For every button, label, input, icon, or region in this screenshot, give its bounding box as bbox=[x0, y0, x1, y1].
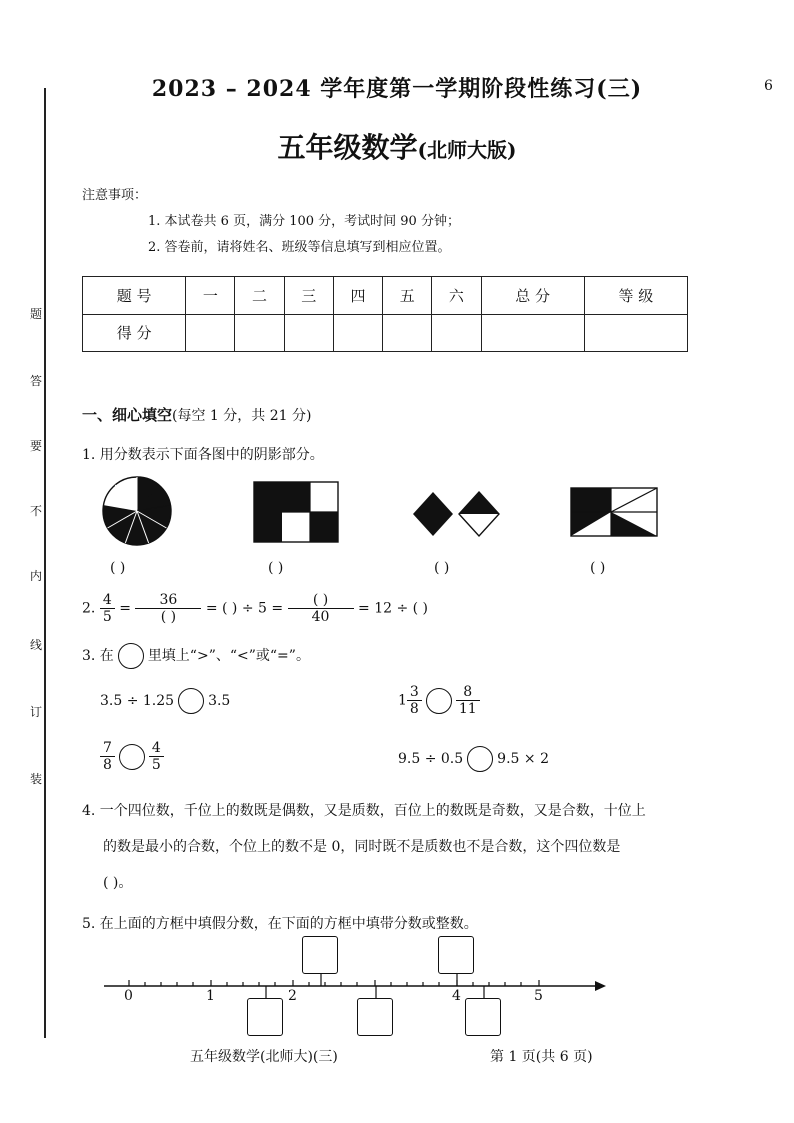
answer-box-top[interactable] bbox=[302, 936, 338, 974]
side-char: 线 bbox=[30, 638, 43, 652]
number-line-label: 0 bbox=[124, 988, 133, 1004]
figure-rectangle-grid bbox=[253, 481, 339, 543]
answer-blank[interactable]: ( )。 bbox=[103, 875, 133, 891]
compare-right: 3.5 bbox=[208, 693, 231, 709]
score-table bbox=[82, 276, 688, 352]
side-char: 内 bbox=[30, 569, 43, 583]
compare-left: 3.5 ÷ 1.25 bbox=[100, 693, 175, 709]
denominator: 8 bbox=[409, 701, 419, 717]
question-text: 的数是最小的合数，个位上的数不是 0，同时既不是质数也不是合数，这个四位数是 bbox=[103, 839, 621, 855]
answer-box-bottom[interactable] bbox=[357, 998, 393, 1036]
answer-blank[interactable]: ( ) bbox=[434, 560, 450, 576]
figure-triangles-rect bbox=[570, 487, 660, 539]
score-cell[interactable] bbox=[235, 314, 284, 352]
compare-circle[interactable] bbox=[426, 688, 452, 714]
numerator: 36 bbox=[135, 592, 201, 609]
compare-circle[interactable] bbox=[467, 746, 493, 772]
denominator: 40 bbox=[311, 609, 330, 625]
fraction bbox=[135, 592, 201, 625]
numerator-blank[interactable]: ( ) bbox=[288, 592, 354, 609]
denominator-blank[interactable]: ( ) bbox=[160, 609, 177, 625]
question-text: 4. 一个四位数，千位上的数既是偶数，又是质数，百位上的数既是奇数，又是合数，十位上 bbox=[82, 803, 646, 819]
side-char: 不 bbox=[30, 504, 43, 518]
side-char: 要 bbox=[30, 439, 43, 453]
question-1: 1. 用分数表示下面各图中的阴影部分。 bbox=[82, 447, 324, 463]
equals-sign: = bbox=[119, 600, 131, 617]
score-cell[interactable] bbox=[383, 314, 432, 352]
score-cell[interactable] bbox=[284, 314, 333, 352]
notes-heading: 注意事项： bbox=[82, 188, 148, 203]
notes-item: 1. 本试卷共 6 页，满分 100 分，考试时间 90 分钟； bbox=[148, 214, 460, 229]
side-char: 订 bbox=[30, 705, 43, 719]
section-note: (每空 1 分，共 21 分) bbox=[172, 408, 312, 424]
figure-diamonds bbox=[411, 490, 503, 540]
fraction bbox=[100, 592, 115, 625]
section-heading bbox=[82, 404, 311, 425]
compare-item bbox=[398, 684, 480, 717]
edition-label: (北师大版) bbox=[417, 138, 517, 162]
compare-circle[interactable] bbox=[119, 744, 145, 770]
score-header-cell: 四 bbox=[333, 277, 382, 315]
denominator: 8 bbox=[103, 757, 112, 773]
score-header-cell: 总 分 bbox=[481, 277, 584, 315]
number-line-label: 1 bbox=[206, 988, 215, 1004]
circle-icon bbox=[118, 643, 144, 669]
score-cell[interactable] bbox=[584, 314, 687, 352]
denominator: 5 bbox=[151, 757, 161, 773]
expression-part: = 12 ÷ ( ) bbox=[358, 600, 429, 617]
score-cell[interactable] bbox=[432, 314, 481, 352]
score-cell[interactable] bbox=[333, 314, 382, 352]
compare-item bbox=[100, 740, 164, 773]
score-cell[interactable] bbox=[481, 314, 584, 352]
mixed-whole: 1 bbox=[398, 692, 407, 709]
compare-right: 9.5 × 2 bbox=[497, 751, 549, 767]
footer-subject: 五年级数学(北师大)(三) bbox=[190, 1049, 338, 1065]
fraction bbox=[456, 684, 480, 717]
notes bbox=[82, 183, 460, 261]
fraction bbox=[288, 592, 354, 625]
score-header-cell: 题 号 bbox=[83, 277, 186, 315]
question-text: 里填上“>”、“<”或“=”。 bbox=[147, 648, 310, 664]
answer-blank[interactable]: ( ) bbox=[110, 560, 126, 576]
subject-name: 五年级数学 bbox=[277, 131, 418, 164]
question-4 bbox=[82, 793, 712, 901]
score-header-cell: 三 bbox=[284, 277, 333, 315]
denominator: 5 bbox=[102, 609, 112, 625]
compare-item bbox=[398, 746, 549, 772]
subject-title bbox=[0, 126, 794, 166]
side-char: 题 bbox=[30, 307, 43, 321]
side-char: 答 bbox=[30, 374, 43, 388]
exam-title: 2023 – 2024 学年度第一学期阶段性练习(三) bbox=[151, 76, 643, 102]
compare-circle[interactable] bbox=[178, 688, 204, 714]
answer-blank[interactable]: ( ) bbox=[268, 560, 284, 576]
score-header-cell: 五 bbox=[383, 277, 432, 315]
figure-circle bbox=[100, 474, 174, 548]
compare-left: 9.5 ÷ 0.5 bbox=[398, 751, 464, 767]
score-header-cell: 二 bbox=[235, 277, 284, 315]
numerator: 4 bbox=[149, 740, 164, 757]
page-number: 第 1 页(共 6 页) bbox=[490, 1049, 593, 1065]
denominator: 11 bbox=[458, 701, 477, 717]
score-row-label: 得 分 bbox=[83, 314, 186, 352]
answer-box-top[interactable] bbox=[438, 936, 474, 974]
numerator: 4 bbox=[100, 592, 115, 609]
binding-line bbox=[44, 88, 46, 1038]
number-line-label: 2 bbox=[288, 988, 297, 1004]
fraction bbox=[149, 740, 164, 773]
score-header-cell: 一 bbox=[186, 277, 235, 315]
fraction bbox=[407, 684, 422, 717]
answer-blank[interactable]: ( ) bbox=[590, 560, 606, 576]
compare-item bbox=[100, 688, 230, 714]
number-line-label: 5 bbox=[534, 988, 543, 1004]
corner-mark: 6 bbox=[764, 78, 773, 94]
section-title: 一、细心填空 bbox=[82, 406, 173, 424]
side-char: 装 bbox=[30, 772, 43, 786]
question-text: 3. 在 bbox=[82, 648, 114, 664]
notes-item: 2. 答卷前，请将姓名、班级等信息填写到相应位置。 bbox=[148, 240, 451, 255]
score-header-cell: 等 级 bbox=[584, 277, 687, 315]
question-2 bbox=[82, 592, 428, 625]
question-number: 2. bbox=[82, 600, 96, 617]
fraction bbox=[100, 740, 115, 773]
numerator: 8 bbox=[456, 684, 480, 701]
numerator: 7 bbox=[100, 740, 115, 757]
answer-box-bottom[interactable] bbox=[247, 998, 283, 1036]
question-3 bbox=[82, 643, 310, 669]
answer-box-bottom[interactable] bbox=[465, 998, 501, 1036]
numerator: 3 bbox=[407, 684, 422, 701]
expression-part: = ( ) ÷ 5 = bbox=[205, 600, 284, 617]
number-line-label: 4 bbox=[452, 988, 461, 1004]
score-cell[interactable] bbox=[186, 314, 235, 352]
question-5: 5. 在上面的方框中填假分数，在下面的方框中填带分数或整数。 bbox=[82, 916, 478, 932]
score-header-cell: 六 bbox=[432, 277, 481, 315]
